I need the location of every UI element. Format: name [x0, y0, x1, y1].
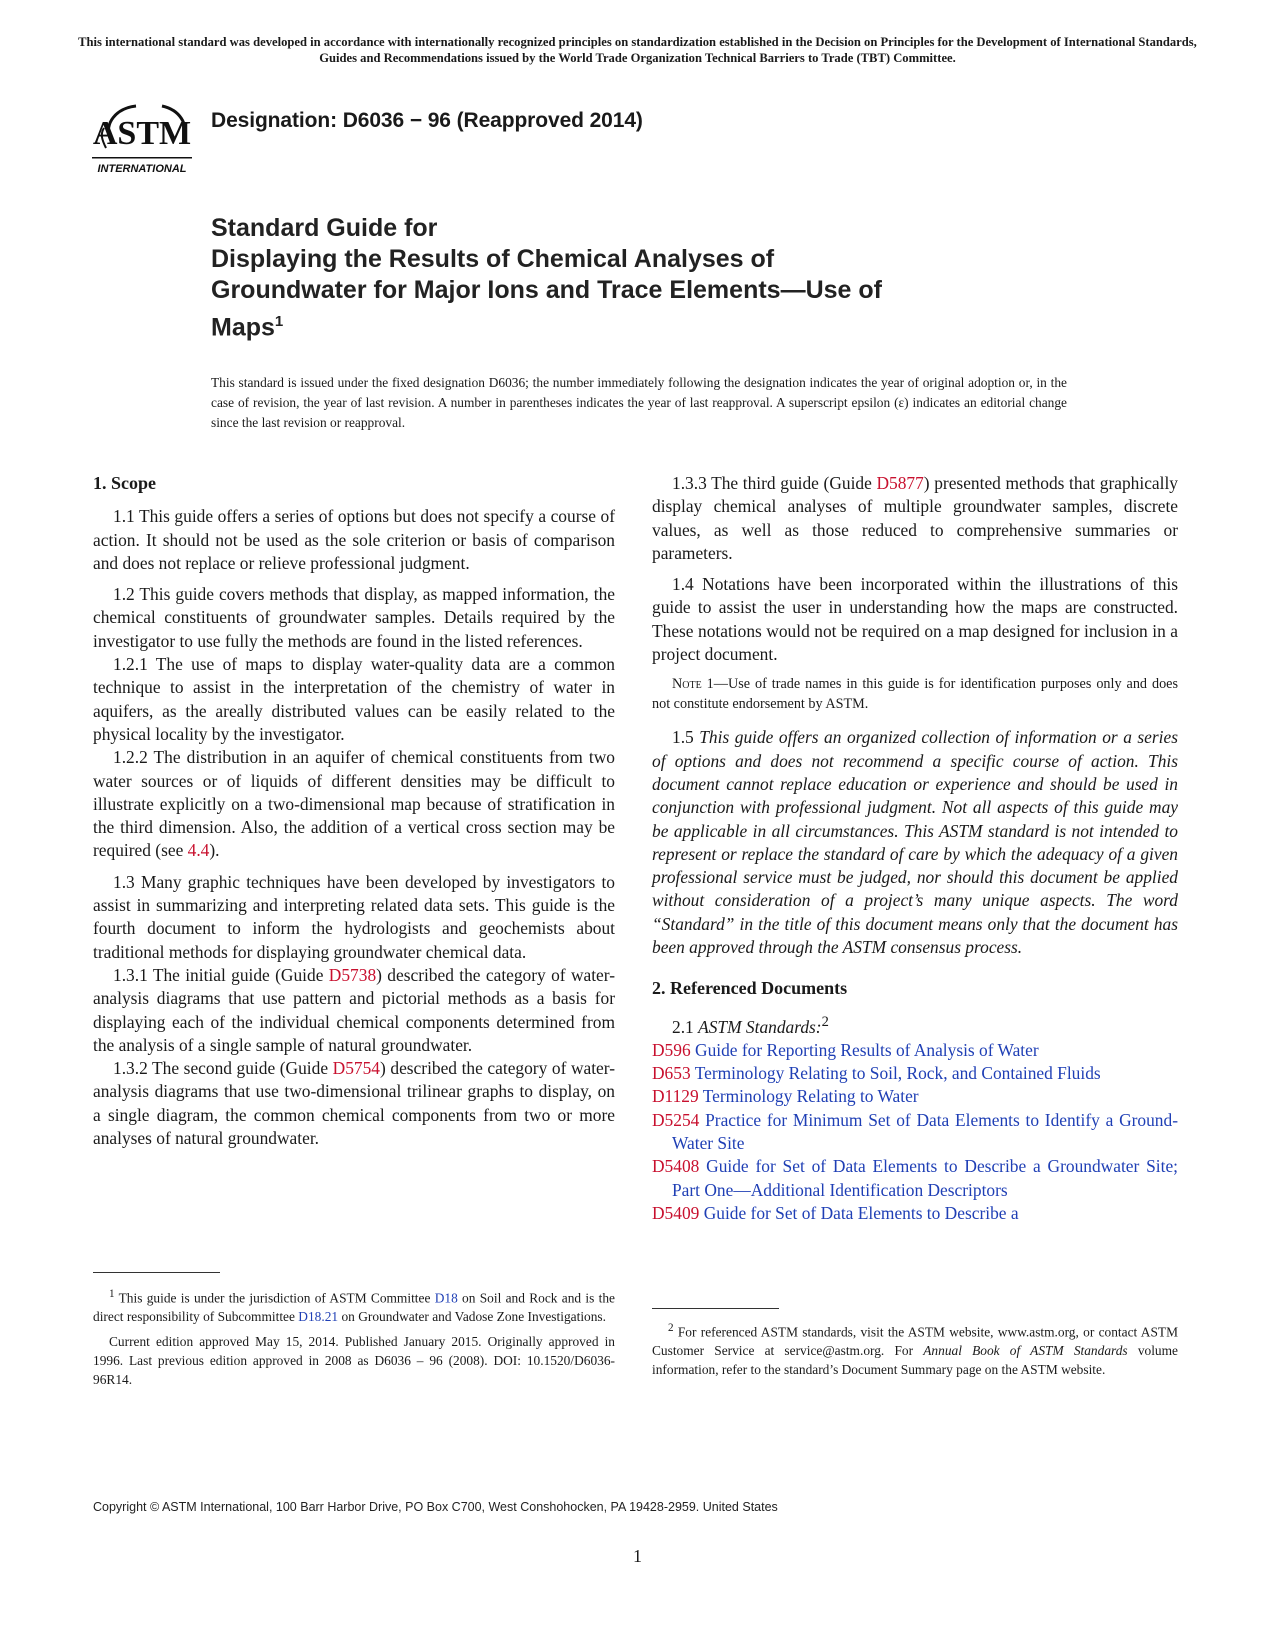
footnote-rule-right	[652, 1308, 779, 1309]
right-column	[652, 472, 1178, 1225]
astm-logo	[92, 100, 202, 182]
note-1: Note 1—Use of trade names in this guide is for identification purposes only and does not constitute endorsement by ASTM.	[652, 676, 1178, 713]
para-1-3: 1.3 Many graphic techniques have been developed by investigators to assist in summarizing and interpreting related data sets. This guide is the fourth document to inform the hydrologists and geochemists about traditional methods for displaying groundwater chemical data.	[93, 871, 615, 962]
para-1-3-1: 1.3.1 The initial guide (Guide D5738) described the category of water-analysis diagrams that use pattern and pictorial methods as a basis for displaying each of the individual chemical components determined from the analysis of a single sample of natural groundwater.	[93, 964, 616, 1055]
page-number: 1	[633, 1546, 642, 1566]
reference-d5409[interactable]: D5409 Guide for Set of Data Elements to Describe a	[652, 1202, 1019, 1223]
left-footnotes	[93, 1272, 615, 1395]
para-1-4: 1.4 Notations have been incorporated within the illustrations of this guide to assist the user in understanding how the maps are constructed. These notations would not be required on a map designed for inclusion in a project document.	[652, 574, 1178, 665]
left-column	[93, 472, 615, 1150]
reference-d653[interactable]: D653 Terminology Relating to Soil, Rock, and Contained Fluids	[652, 1063, 1101, 1084]
svg-text:INTERNATIONAL: INTERNATIONAL	[97, 163, 187, 175]
link-4-4[interactable]: 4.4	[187, 840, 210, 861]
reference-d596[interactable]: D596 Guide for Reporting Results of Analysis of Water	[652, 1039, 1039, 1060]
link-d5754[interactable]: D5754	[332, 1058, 380, 1079]
para-1-5: 1.5 This guide offers an organized collection of information or a series of options and does not recommend a specific course of action. This document cannot replace education or experience and should be used in conjunction with professional judgment. Not all aspects of this guide may be applicable in all circumstances. This ASTM standard is not intended to represent or replace the standard of care by which the adequacy of a given professional service must be judged, nor should this document be applied without consideration of a project’s many unique aspects. The word “Standard” in the title of this document means only that the document has been approved through the ASTM consensus process.	[652, 727, 1178, 958]
title-line-4: Maps$^1$	[211, 313, 284, 342]
copyright-line: Copyright © ASTM International, 100 Barr Harbor Drive, PO Box C700, West Conshohocken, PA 19428-2959. United States	[93, 1500, 778, 1514]
section-1-heading: 1. Scope	[93, 473, 156, 493]
footnote-2: $^2$ For referenced ASTM standards, visit the ASTM website, www.astm.org, or contact ASTM Customer Service at service@astm.org. For Annual Book of ASTM Standards volume information, refer to the standard’s Document Summary page on the ASTM website.	[652, 1322, 1178, 1378]
para-1-3-2: 1.3.2 The second guide (Guide D5754) described the category of water-analysis diagrams that use two-dimensional trilinear graphs to display, on a single diagram, the common chemical components from two or more analyses of natural groundwater.	[93, 1058, 616, 1149]
link-d18-21[interactable]: D18.21	[298, 1309, 339, 1325]
reference-d1129[interactable]: D1129 Terminology Relating to Water	[652, 1086, 919, 1107]
link-d5877[interactable]: D5877	[876, 473, 924, 493]
para-2-1: 2.1 ASTM Standards:$^2$	[672, 1013, 829, 1037]
footnote-1-edition: Current edition approved May 15, 2014. Published January 2015. Originally approved in 1996. Last previous edition approved in 2008 as D6036 – 96 (2008). DOI: 10.1520/D6036-96R14.	[93, 1334, 615, 1388]
link-d18[interactable]: D18	[434, 1290, 458, 1306]
footnote-2-marker[interactable]: 2	[821, 1013, 829, 1030]
tbt-banner: This international standard was developed in accordance with internationally recognized principles on standardization established in the Decision on Principles for the Development of International Standards, Guides and Recommendations issued by the World Trade Organization Technical Barriers to Trade (TBT) Committee.	[78, 35, 1197, 65]
svg-text:ASTM: ASTM	[92, 115, 192, 152]
para-1-2-2: 1.2.2 The distribution in an aquifer of chemical constituents from two water sources or of liquids of different densities may be difficult to illustrate explicitly on a two-dimensional map because of stratification in the third dimension. Also, the addition of a vertical cross section may be required (see 4.4).	[93, 747, 615, 861]
link-d5738[interactable]: D5738	[328, 964, 377, 985]
issuance-statement: This standard is issued under the fixed designation D6036; the number immediately following the designation indicates the year of original adoption or, in the case of revision, the year of last revision. A number in parentheses indicates the year of last reapproval. A superscript epsilon (ε) indicates an editorial change since the last revision or reapproval.	[211, 375, 1067, 430]
footnote-1: $^1$ This guide is under the jurisdiction of ASTM Committee D18 on Soil and Rock and is the direct responsibility of Subcommittee D18.21 on Groundwater and Vadose Zone Investigations.	[93, 1288, 615, 1325]
document-title	[211, 213, 1031, 343]
right-footnotes	[652, 1308, 1178, 1385]
title-line-2: Displaying the Results of Chemical Analyses of	[211, 245, 775, 273]
footnote-rule-left	[93, 1272, 220, 1273]
title-line-3: Groundwater for Major Ions and Trace Elements—Use of	[211, 276, 882, 304]
para-1-2: 1.2 This guide covers methods that display, as mapped information, the chemical constituents of groundwater samples. Details required by the investigator to use fully the methods are found in the listed references.	[93, 584, 615, 651]
designation: Designation: D6036 − 96 (Reapproved 2014)	[211, 109, 643, 132]
title-footnote-marker[interactable]: 1	[274, 313, 284, 330]
section-2-heading: 2. Referenced Documents	[652, 978, 848, 999]
astm-logo-icon	[92, 100, 202, 182]
para-1-1: 1.1 This guide offers a series of options but does not specify a course of action. It should not be used as the sole criterion or basis of comparison and does not replace or relieve professional judgment.	[93, 506, 615, 573]
reference-d5408[interactable]: D5408 Guide for Set of Data Elements to Describe a Groundwater Site; Part One—Additional Identification Descriptors	[652, 1156, 1178, 1200]
para-1-3-3: 1.3.3 The third guide (Guide D5877) presented methods that graphically display chemical analyses of multiple groundwater samples, discrete values, as well as those reduced to comprehensive summaries or parameters.	[652, 473, 1178, 563]
reference-d5254[interactable]: D5254 Practice for Minimum Set of Data Elements to Identify a Ground-Water Site	[652, 1109, 1178, 1153]
title-line-1: Standard Guide for	[211, 214, 438, 242]
para-1-2-1: 1.2.1 The use of maps to display water-quality data are a common technique to assist in the interpretation of the chemistry of water in aquifers, as the areally distributed values can be easily related to the physical locality by the investigator.	[93, 654, 615, 744]
